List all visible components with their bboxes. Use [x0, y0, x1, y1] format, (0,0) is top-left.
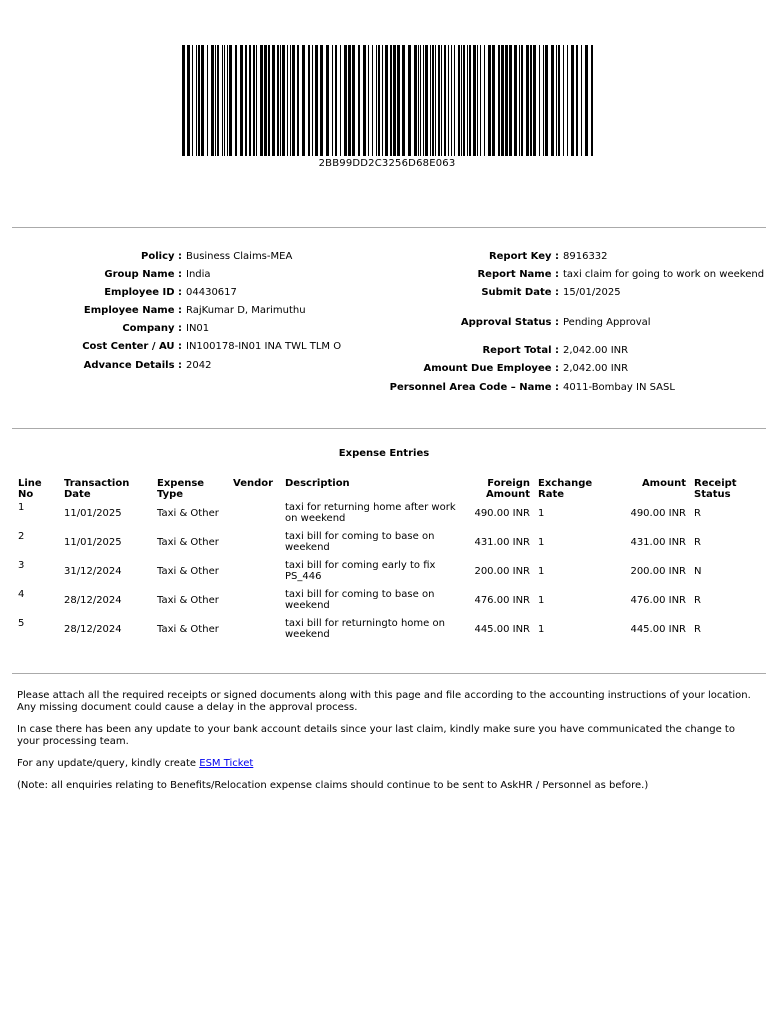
amount-cell: 445.00 INR: [630, 624, 686, 635]
col-exchange-rate: Exchange Rate: [538, 478, 593, 500]
divider-middle: [12, 428, 766, 429]
expense-type-cell: Taxi & Other: [157, 508, 219, 519]
col-line-no: Line No: [18, 478, 42, 500]
amount-cell: 200.00 INR: [630, 566, 686, 577]
receipt-status-cell: N: [694, 566, 702, 577]
exchange-rate-cell: 1: [538, 566, 545, 577]
col-foreign-amount: Foreign Amount: [485, 478, 530, 500]
line-no-cell: 5: [18, 618, 25, 629]
col-expense-type: Expense Type: [157, 478, 205, 500]
amount-due-label: Amount Due Employee :: [423, 363, 559, 374]
personnel-area-value: 4011-Bombay IN SASL: [563, 382, 675, 393]
expense-type-cell: Taxi & Other: [157, 624, 219, 635]
bank-note: In case there has been any update to your bank account details since your last claim, kindly make sure you have communicated the change to your processing team.: [17, 724, 735, 747]
vendor-cell: [229, 502, 281, 531]
date-cell: 11/01/2025: [64, 537, 122, 548]
divider-bottom: [12, 673, 766, 674]
cost-center-value: IN100178-IN01 INA TWL TLM O: [186, 341, 342, 352]
company-value: IN01: [186, 323, 210, 334]
receipt-status-cell: R: [694, 508, 701, 519]
exchange-rate-cell: 1: [538, 508, 545, 519]
approval-status-label: Approval Status :: [460, 317, 559, 328]
date-cell: 31/12/2024: [64, 566, 122, 577]
receipt-status-cell: R: [694, 595, 701, 606]
policy-value: Business Claims-MEA: [186, 251, 293, 262]
approval-status-value: Pending Approval: [563, 317, 651, 328]
foreign-amount-cell: 200.00 INR: [474, 566, 530, 577]
receipt-status-cell: R: [694, 537, 701, 548]
benefits-note: (Note: all enquiries relating to Benefits/Relocation expense claims should continue to be sent to AskHR / Personnel as before.): [17, 780, 649, 791]
col-transaction-date: Transaction Date: [64, 478, 130, 500]
table-row: [14, 502, 762, 531]
date-cell: 28/12/2024: [64, 595, 122, 606]
exchange-rate-cell: 1: [538, 595, 545, 606]
table-row: [14, 531, 762, 560]
submit-date-label: Submit Date :: [481, 287, 559, 298]
policy-label: Policy :: [141, 251, 182, 262]
group-name-label: Group Name :: [104, 269, 182, 280]
line-no-cell: 1: [18, 502, 25, 513]
line-no-cell: 2: [18, 531, 25, 542]
employee-id-value: 04430617: [186, 287, 237, 298]
amount-due-value: 2,042.00 INR: [563, 363, 629, 374]
submit-date-value: 15/01/2025: [563, 287, 621, 298]
esm-ticket-link[interactable]: ESM Ticket: [199, 758, 254, 769]
col-vendor: Vendor: [233, 478, 274, 489]
description-cell: taxi bill for returningto home on weekend: [285, 618, 445, 640]
amount-cell: 490.00 INR: [630, 508, 686, 519]
vendor-cell: [229, 531, 281, 560]
employee-name-value: RajKumar D, Marimuthu: [186, 305, 306, 316]
barcode-text: 2BB99DD2C3256D68E063: [318, 158, 456, 169]
expense-type-cell: Taxi & Other: [157, 566, 219, 577]
col-receipt-status: Receipt Status: [694, 478, 737, 500]
foreign-amount-cell: 476.00 INR: [474, 595, 530, 606]
description-cell: taxi for returning home after work on weekend: [285, 502, 456, 524]
report-key-label: Report Key :: [488, 251, 559, 262]
amount-cell: 431.00 INR: [630, 537, 686, 548]
foreign-amount-cell: 431.00 INR: [474, 537, 530, 548]
query-note: For any update/query, kindly create ESM Ticket: [17, 758, 254, 769]
report-total-value: 2,042.00 INR: [563, 345, 629, 356]
col-description: Description: [285, 478, 350, 489]
employee-name-label: Employee Name :: [83, 305, 182, 316]
receipt-status-cell: R: [694, 624, 701, 635]
amount-cell: 476.00 INR: [630, 595, 686, 606]
line-no-cell: 3: [18, 560, 25, 571]
expense-entries-title: Expense Entries: [338, 448, 430, 459]
attach-note: Please attach all the required receipts or signed documents along with this page and file according to the accounting instructions of your location. Any missing document could cause a delay in the approval process.: [17, 690, 751, 713]
barcode-block: [180, 45, 594, 169]
table-row: [14, 560, 762, 589]
barcode-image: [180, 45, 594, 156]
date-cell: 28/12/2024: [64, 624, 122, 635]
divider-top: [12, 227, 766, 228]
notes-section: [17, 690, 755, 802]
report-total-label: Report Total :: [482, 345, 559, 356]
group-name-value: India: [186, 269, 211, 280]
personnel-area-label: Personnel Area Code – Name :: [389, 382, 559, 393]
report-key-value: 8916332: [563, 251, 608, 262]
expense-type-cell: Taxi & Other: [157, 537, 219, 548]
table-row: [14, 618, 762, 647]
date-cell: 11/01/2025: [64, 508, 122, 519]
employee-id-label: Employee ID :: [104, 287, 182, 298]
vendor-cell: [229, 560, 281, 589]
table-header-row: [14, 478, 762, 502]
exchange-rate-cell: 1: [538, 537, 545, 548]
vendor-cell: [229, 589, 281, 618]
description-cell: taxi bill for coming to base on weekend: [285, 531, 435, 553]
description-cell: taxi bill for coming to base on weekend: [285, 589, 435, 611]
table-row: [14, 589, 762, 618]
vendor-cell: [229, 618, 281, 647]
exchange-rate-cell: 1: [538, 624, 545, 635]
report-name-value: taxi claim for going to work on weekend: [563, 269, 765, 280]
report-name-label: Report Name :: [477, 269, 559, 280]
advance-details-value: 2042: [186, 360, 212, 371]
cost-center-label: Cost Center / AU :: [82, 341, 182, 352]
description-cell: taxi bill for coming early to fix PS_446: [285, 560, 436, 582]
foreign-amount-cell: 445.00 INR: [474, 624, 530, 635]
col-amount: Amount: [641, 478, 686, 489]
expense-entries-table: [14, 478, 762, 647]
advance-details-label: Advance Details :: [83, 360, 182, 371]
foreign-amount-cell: 490.00 INR: [474, 508, 530, 519]
expense-type-cell: Taxi & Other: [157, 595, 219, 606]
company-label: Company :: [122, 323, 182, 334]
line-no-cell: 4: [18, 589, 25, 600]
